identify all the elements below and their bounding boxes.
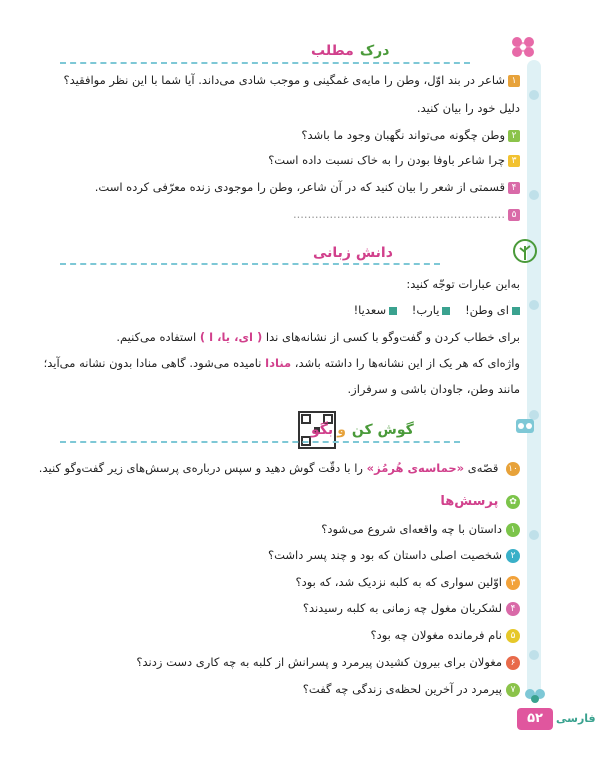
intro-text: به‌این عبارات توجّه کنید:	[406, 277, 520, 291]
flower-icon	[510, 34, 536, 60]
listen-question-2: ۲شخصیت اصلی داستان که بود و چند پسر داشت؟	[268, 548, 520, 563]
number-badge: ۲	[508, 130, 520, 142]
number-badge: ۱	[508, 75, 520, 87]
margin-rail	[527, 60, 541, 700]
page-number: ۵۲	[517, 708, 553, 730]
paragraph-2: واژه‌ای که هر یک از این نشانه‌ها را داشته باشد، منادا نامیده می‌شود. گاهی منادا بدون نشانه می‌آید؛	[43, 356, 520, 370]
question-1: ۱شاعر در بند اوّل، وطن را مایه‌ی غمگینی و موجب شادی می‌داند. آیا شما با این نظر موافقید؟	[64, 73, 520, 87]
listen-question-4: ۴لشکریان مغول چه زمانی به کلبه رسیدند؟	[303, 601, 520, 616]
listen-question-5: ۵نام فرمانده مغولان چه بود؟	[370, 628, 520, 643]
bullet-square-icon	[512, 307, 520, 315]
rail-node	[529, 190, 539, 200]
listen-icon	[512, 413, 538, 439]
section-title-part1: درک	[359, 43, 390, 59]
number-badge: ۳	[508, 155, 520, 167]
section-header-comprehension	[307, 38, 507, 64]
listen-question-3: ۳اوّلین سواری که به کلبه نزدیک شد، که بود؟	[295, 575, 520, 590]
leaf-icon: ✿	[506, 495, 520, 509]
question-2: ۲وطن چگونه می‌تواند نگهبان وجود ما باشد؟	[301, 128, 520, 142]
question-3: ۳چرا شاعر باوفا بودن را به خاک نسبت داده است؟	[268, 153, 520, 167]
plant-icon	[512, 238, 538, 264]
rail-node	[529, 650, 539, 660]
section-title: دانش زبانی	[313, 245, 393, 261]
bullet-square-icon	[389, 307, 397, 315]
question-1-cont: دلیل خود را بیان کنید.	[416, 101, 520, 115]
listening-instruction: ۱۰ قصّه‌ی «حماسه‌ی هُرمُز» را با دقّت گوش دهید و سپس درباره‌ی پرسش‌های زیر گفت‌وگو کنید.	[39, 461, 520, 476]
rail-node	[529, 90, 539, 100]
paragraph-3: مانند وطن، جاودان باشی و سرفراز.	[347, 382, 520, 396]
section-header-language	[307, 240, 507, 266]
listen-question-6: ۶مغولان برای بیرون کشیدن پیرمرد و پسرانش از کلبه به چه کاری دست زدند؟	[136, 655, 520, 670]
questions-heading: ✿ پرسش‌ها	[440, 494, 520, 509]
number-badge: ۱۰	[506, 462, 520, 476]
paragraph-1: برای خطاب کردن و گفت‌وگو با کسی از نشانه‌های ندا ( ای، یا، ا ) استفاده می‌کنیم.	[116, 330, 520, 344]
bullet-square-icon	[442, 307, 450, 315]
listen-question-1: ۱داستان با چه واقعه‌ای شروع می‌شود؟	[321, 522, 520, 537]
book-logo: فارسی	[556, 712, 596, 725]
section-title-part2: مطلب	[311, 43, 354, 59]
rail-node	[529, 300, 539, 310]
section-header-listen-speak: گوش کن و بگو	[311, 422, 414, 438]
listen-question-7: ۷پیرمرد در آخرین لحظه‌ی زندگی چه گفت؟	[303, 682, 520, 697]
rail-node	[529, 530, 539, 540]
number-badge: ۵	[508, 209, 520, 221]
question-5: ۵..........................................................	[293, 207, 520, 221]
examples-row: ای وطن! یارب! سعدیا!	[354, 303, 520, 317]
question-4: ۴قسمتی از شعر را بیان کنید که در آن شاعر، وطن را موجودی زنده معرّفی کرده است.	[95, 180, 520, 194]
number-badge: ۴	[508, 182, 520, 194]
